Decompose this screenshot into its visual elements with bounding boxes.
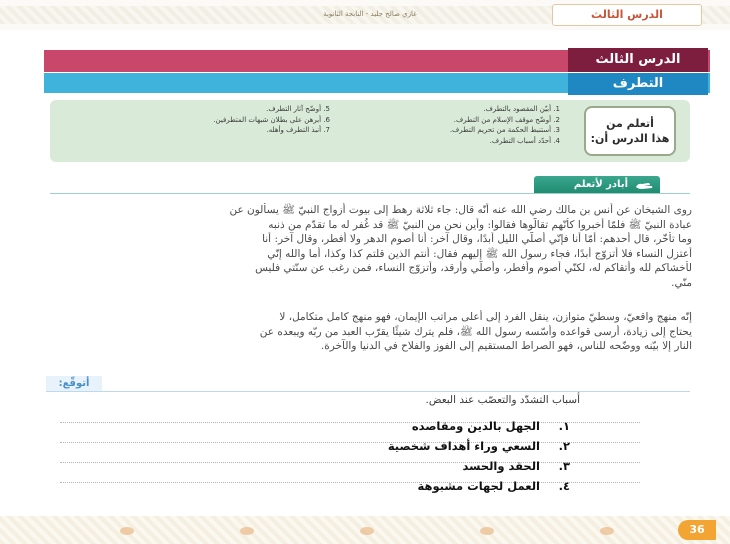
reflect-label: أتوقّع:	[58, 378, 90, 389]
learn-section-tab: أبادر لأتعلم	[534, 176, 660, 194]
objective-item: 1. أبيّن المقصود بالتطرف.	[483, 105, 560, 113]
page-number: 36	[678, 520, 716, 540]
answer-item	[330, 436, 570, 456]
answer-item	[330, 416, 570, 436]
answers-list	[330, 416, 570, 496]
paragraph-line: أعتزل النساء فلا أتزوّج أبدًا، فجاء رسول الله ﷺ إليهم فقال: أنتم الذين قلتم كذا وكذا، أما والله إنّي	[267, 247, 692, 260]
objective-item: 3. أستنبط الحكمة من تحريم التطرف.	[449, 126, 560, 134]
paragraph-line: يحتاج إلى زيادة، أرسى قواعده وأسّسه رسول الله ﷺ، فلم يترك شيئًا يقرّب العبد من ربّه ويبعده عن	[259, 325, 692, 338]
footer-ornament	[600, 527, 614, 535]
paragraph-line: منّي.	[671, 276, 692, 289]
hand-icon	[634, 178, 654, 192]
objective-item: 6. أبرهن على بطلان شبهات المتطرفين.	[213, 115, 330, 124]
answer-number: ٤.	[558, 479, 570, 493]
objective-item: 4. أحدّد أسباب التطرف.	[489, 136, 560, 145]
hadith-paragraph	[46, 203, 692, 301]
paragraph-line: لأخشاكم لله وأتقاكم له، لكنّي أصوم وأُفطر، وأصلّي وأرقد، وأتزوّج النساء، فمن رغب عن سنّتي فليس	[255, 262, 692, 274]
objectives-label-line2: هذا الدرس أن:	[590, 132, 670, 145]
explanation-paragraph	[46, 310, 692, 366]
learn-divider	[50, 193, 690, 194]
answer-item	[330, 456, 570, 476]
paragraph-line: إنّه منهج واقعيّ، وسطيّ متوازن، ينقل الفرد إلى أعلى مراتب الإيمان، فهو منهج كامل متكامل، لا	[279, 311, 692, 323]
paragraph-line: النار إلا بيّنه ووضّحه للناس، فهو الصراط المستقيم إلى الفوز والفلاح في الدنيا والآخرة.	[320, 340, 692, 352]
objective-item: 5. أوضّح آثار التطرف.	[266, 105, 330, 113]
answer-item	[330, 476, 570, 496]
answer-number: ١.	[558, 419, 570, 433]
objectives-list-left	[110, 104, 330, 136]
lesson-number: الدرس الثالث	[568, 48, 708, 72]
reflect-question: أسباب التشدّد والتعصّب عند البعض.	[425, 394, 580, 406]
answer-number: ٢.	[558, 439, 570, 453]
paragraph-line: روى الشيخان عن أنس بن مالك رضي الله عنه أنّه قال: جاء ثلاثة رهط إلى بيوت أزواج النبيّ ﷺ يسألون عن	[229, 204, 692, 216]
lesson-title: التطرف	[568, 73, 708, 95]
objectives-label-line1: أتعلم من	[606, 117, 654, 130]
paragraph-line: عبادة النبيّ ﷺ فلمّا أُخبروا كأنّهم تقالّوها فقالوا: وأين نحن من النبيّ ﷺ قد غُفر له ما تقدّم من ذنبه	[268, 218, 692, 231]
objectives-list-right	[340, 104, 560, 146]
answer-text: السعي وراء أهداف شخصية	[387, 439, 540, 453]
footer-ornament	[240, 527, 254, 535]
objective-item: 7. أنبذ التطرف وأهله.	[266, 126, 330, 134]
answer-text: العمل لجهات مشبوهة	[417, 479, 540, 493]
reflect-divider	[46, 391, 690, 392]
answer-text: الحقد والحسد	[462, 459, 540, 473]
paragraph-line: وما تأخّر، قال أحدهم: أمّا أنا فإنّي أصلّي الليل أبدًا، وقال آخر: أنا أصوم الدهر ولا أُفطر، وقال آخر: أنا	[262, 233, 692, 245]
footer-ornament	[120, 527, 134, 535]
book-credit: غازي صالح جليد - النابجة الثانوية	[323, 10, 417, 18]
footer-ornament	[480, 527, 494, 535]
answer-text: الجهل بالدين ومقاصده	[411, 419, 540, 433]
lesson-header-tab: الدرس الثالث	[552, 4, 702, 26]
objective-item: 2. أوضّح موقف الإسلام من التطرف.	[453, 115, 560, 124]
objectives-label	[584, 106, 676, 156]
answer-number: ٣.	[558, 459, 570, 473]
footer-ornament	[360, 527, 374, 535]
